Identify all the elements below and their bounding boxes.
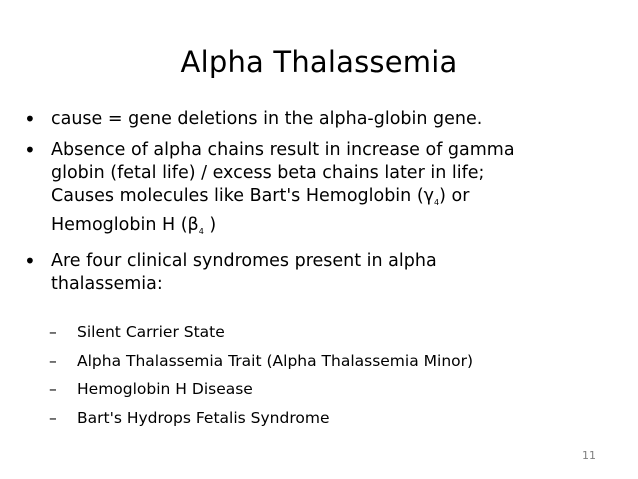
subscript: 4 (434, 198, 440, 207)
bullet-item (24, 108, 614, 131)
bullet-text: cause = gene deletions in the alpha-globin gene. (51, 109, 483, 129)
text-segment: Causes molecules like Bart's Hemoglobin (γ (51, 186, 435, 206)
sub-bullet-item (49, 375, 609, 404)
text-segment: Hemoglobin H (β (51, 215, 199, 235)
bullet-marker: • (24, 107, 36, 131)
dash-marker: – (49, 380, 57, 398)
sub-bullet-item (49, 404, 609, 433)
subscript: 4 (198, 227, 204, 236)
sub-bullet-text: Bart's Hydrops Fetalis Syndrome (77, 408, 330, 427)
page-number: 11 (582, 449, 596, 462)
slide-title: Alpha Thalassemia (180, 45, 458, 79)
sub-bullet-item (49, 347, 609, 376)
sub-bullet-list (49, 318, 609, 432)
sub-bullet-text: Silent Carrier State (77, 323, 225, 341)
bullet-list (24, 108, 614, 296)
bullet-marker: • (24, 138, 36, 162)
bullet-marker: • (24, 249, 36, 273)
dash-marker: – (49, 323, 57, 341)
sub-bullet-item (49, 318, 609, 347)
sub-bullet-text: Alpha Thalassemia Trait (Alpha Thalassemia Minor) (77, 351, 474, 370)
bullet-text-line (51, 185, 614, 208)
bullet-item (24, 139, 614, 240)
bullet-item (24, 250, 614, 296)
bullet-text-line: thalassemia: (51, 274, 163, 294)
dash-marker: – (49, 408, 57, 427)
bullet-text-line: globin (fetal life) / excess beta chains later in life; (51, 163, 485, 183)
text-segment: ) (203, 215, 217, 235)
dash-marker: – (49, 351, 57, 370)
text-segment: ) or (439, 186, 470, 206)
sub-bullet-text: Hemoglobin H Disease (77, 380, 253, 398)
bullet-text-line (51, 210, 614, 240)
bullet-text-line: Are four clinical syndromes present in alpha (51, 251, 437, 271)
bullet-text-line: Absence of alpha chains result in increase of gamma (51, 140, 515, 160)
